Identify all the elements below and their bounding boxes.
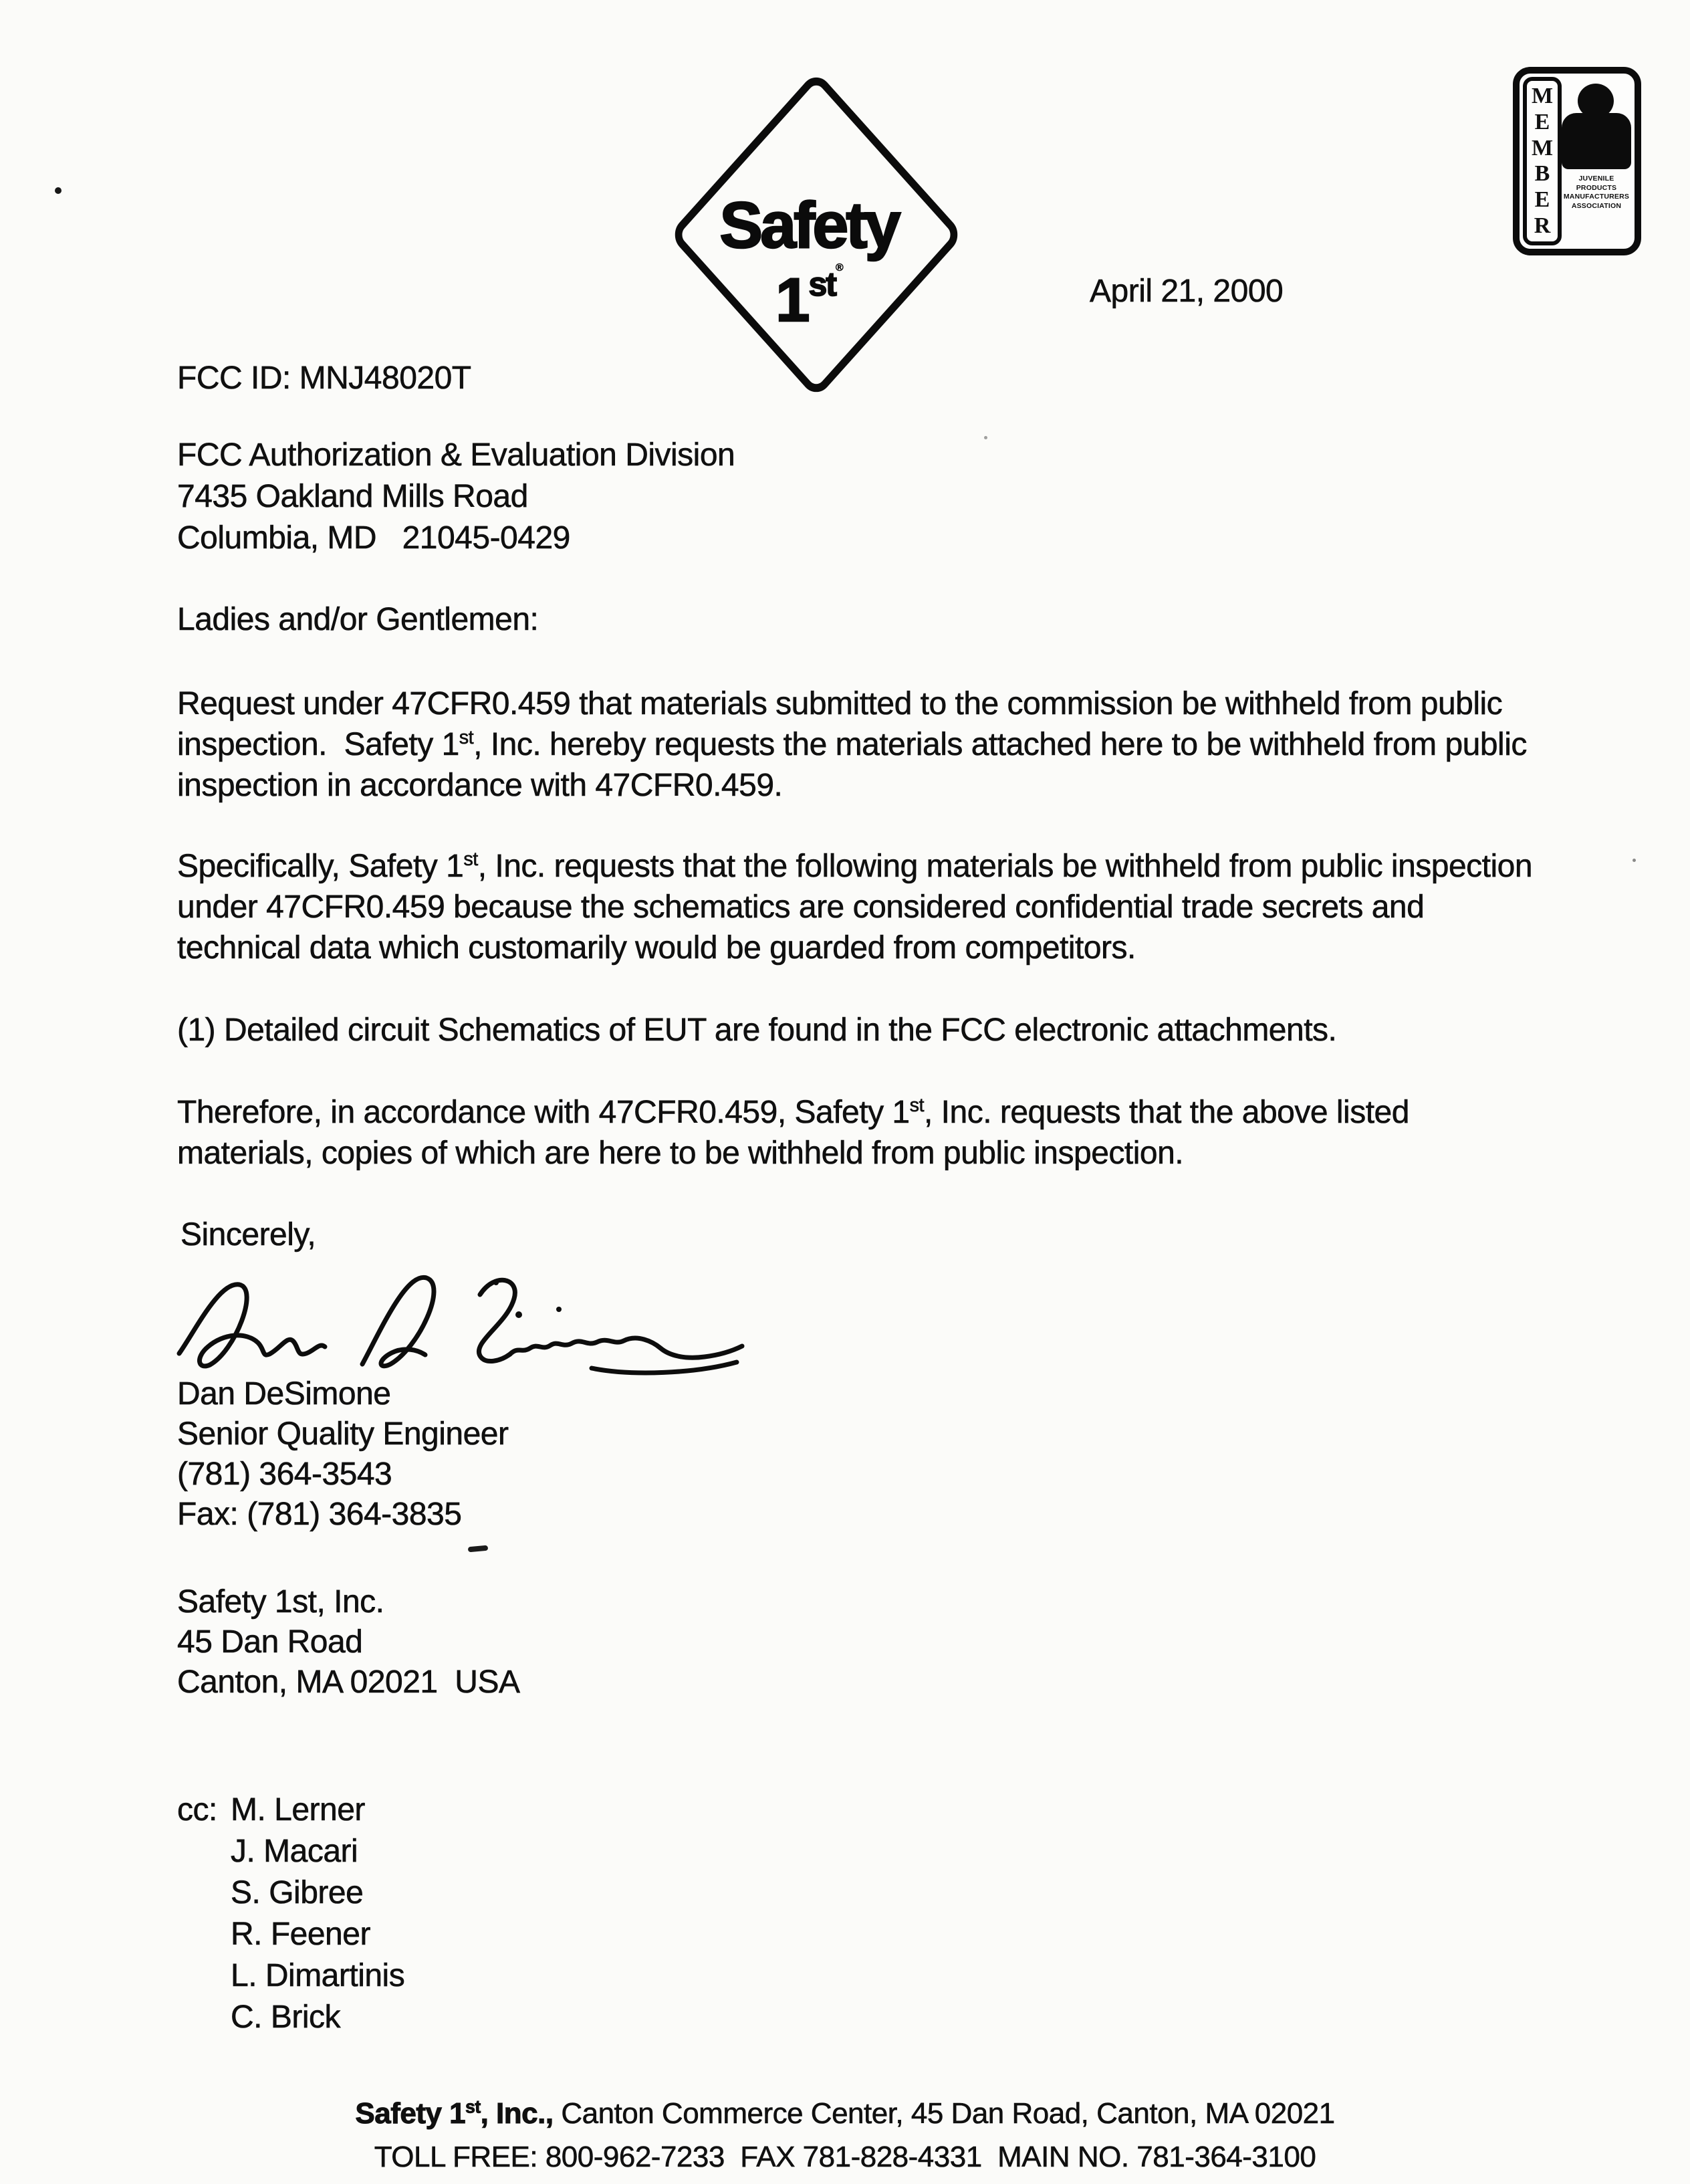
- body-paragraph-3: (1) Detailed circuit Schematics of EUT are found in the FCC electronic attachments.: [177, 1012, 1337, 1048]
- member-letter: R: [1534, 213, 1551, 238]
- signature-image: [160, 1236, 775, 1393]
- cc-item: R. Feener: [231, 1917, 370, 1952]
- sender-fax: Fax: (781) 364-3835: [177, 1497, 462, 1532]
- recipient-line-1: FCC Authorization & Evaluation Division: [177, 437, 735, 473]
- recipient-line-2: 7435 Oakland Mills Road: [177, 479, 528, 514]
- scan-speck: [1633, 859, 1636, 862]
- member-association-line: PRODUCTS: [1576, 183, 1617, 192]
- company-block: [177, 1582, 519, 1703]
- member-letter: E: [1534, 187, 1550, 213]
- company-city: Canton, MA 02021 USA: [177, 1664, 520, 1700]
- logo-ordinal: $1^{st®}$: [775, 262, 842, 334]
- cc-block: [177, 1789, 404, 2038]
- member-vertical-letters: [1523, 77, 1562, 245]
- company-name: Safety 1st, Inc.: [177, 1584, 384, 1620]
- member-association-line: MANUFACTURERS: [1563, 193, 1630, 201]
- member-badge-right: [1562, 77, 1631, 245]
- body-paragraph-1: Request under 47CFR0.459 that materials submitted to the commission be withheld from public inspection. Safety 1st, Inc. hereby requests the materials attached here to be withheld from public inspection in accordance with 47CFR0.459.: [177, 686, 1536, 803]
- sender-block: [177, 1374, 508, 1535]
- date-text: April 21, 2000: [1090, 274, 1284, 309]
- footer-line-2: TOLL FREE: 800-962-7233 FAX 781-828-4331 MAIN NO. 781-364-3100: [374, 2141, 1316, 2173]
- member-association-text: [1564, 175, 1629, 211]
- pen-mark: [468, 1545, 489, 1553]
- sender-name: Dan DeSimone: [177, 1376, 391, 1412]
- footer-line-1: Safety 1st, Inc., Canton Commerce Center, 45 Dan Road, Canton, MA 02021: [355, 2096, 1335, 2130]
- company-street: 45 Dan Road: [177, 1624, 363, 1660]
- closing: Sincerely,: [180, 1217, 316, 1252]
- cc-item: M. Lerner: [231, 1792, 365, 1828]
- scan-speck: [55, 187, 62, 194]
- baby-silhouette-icon: [1562, 84, 1631, 169]
- logo-word: Safety: [719, 189, 898, 261]
- sender-phone: (781) 364-3543: [177, 1456, 392, 1492]
- salutation: Ladies and/or Gentlemen:: [177, 602, 539, 637]
- recipient-line-3: Columbia, MD 21045-0429: [177, 520, 570, 556]
- cc-label: cc:: [177, 1792, 217, 1828]
- member-association-line: JUVENILE: [1578, 175, 1614, 183]
- member-letter: M: [1531, 135, 1554, 160]
- member-letter: E: [1534, 109, 1550, 134]
- fcc-id-text: FCC ID: MNJ48020T: [177, 360, 471, 396]
- cc-list: [231, 1789, 404, 2038]
- body-paragraph-4: Therefore, in accordance with 47CFR0.459, Safety 1st, Inc. requests that the above listed materials, copies of which are here to be withheld from public inspection.: [177, 1095, 1418, 1171]
- cc-item: S. Gibree: [231, 1875, 364, 1910]
- cc-item: J. Macari: [231, 1834, 358, 1869]
- cc-item: C. Brick: [231, 1999, 340, 2035]
- member-letter: B: [1534, 161, 1550, 187]
- jpma-member-badge: [1513, 67, 1641, 255]
- member-letter: M: [1531, 84, 1554, 108]
- scan-speck: [984, 436, 987, 439]
- logo-text: [675, 189, 943, 334]
- cc-item: L. Dimartinis: [231, 1958, 405, 1993]
- sender-title: Senior Quality Engineer: [177, 1416, 509, 1452]
- member-association-line: ASSOCIATION: [1571, 201, 1622, 210]
- body-paragraph-2: Specifically, Safety 1st, Inc. requests that the following materials be withheld from public inspection under 47CFR0.459 because the schematics are considered confidential trade secrets and technical data which customarily would be guarded from competitors.: [177, 849, 1541, 966]
- recipient-address: [177, 435, 735, 559]
